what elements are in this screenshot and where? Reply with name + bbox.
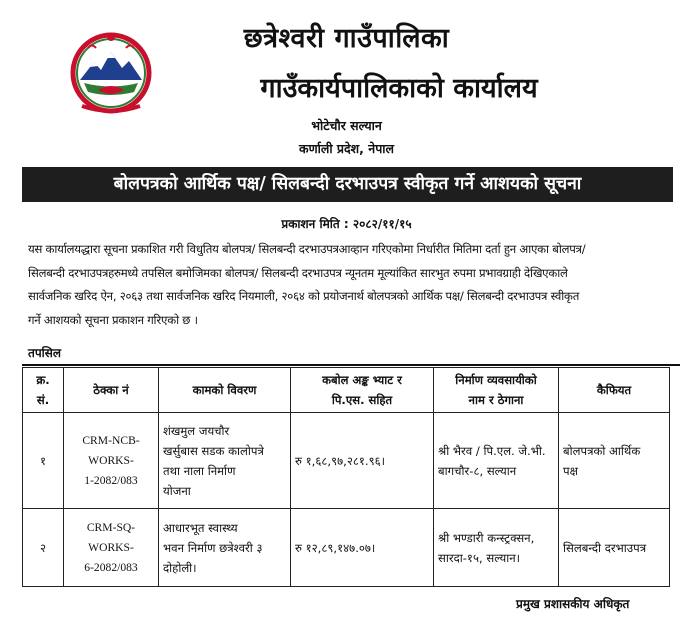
notice-body-line: सिलबन्दी दरभाउपत्रहरुमध्ये तपसिल बमोजिमका बोलपत्र/ सिलबन्दी दरभाउपत्र न्यूनतम मूल्यांकित सारभुत रुपमा प्रभावग्राही देखिएकाले bbox=[28, 265, 568, 280]
cell-contract-no: CRM-SQ- WORKS- 6-2082/083 bbox=[64, 509, 159, 587]
header-remarks: कैफियत bbox=[559, 368, 670, 413]
notice-body-line: यस कार्यालयद्धारा सूचना प्रकाशित गरी विधुतिय बोलपत्र/ सिलबन्दी दरभाउपत्रआव्हान गरिएकोमा निर्धारीत मितिमा दर्ता हुन आएका बोलपत्र/ bbox=[28, 242, 586, 256]
publish-date: प्रकाशन मिति : २०८२/११/१५ bbox=[281, 217, 412, 231]
address-line-1: भोटेचौर सल्यान bbox=[311, 118, 382, 133]
cell-serial: १ bbox=[23, 413, 64, 509]
tender-table bbox=[22, 367, 670, 587]
schedule-divider bbox=[22, 364, 680, 366]
notice-title-banner: बोलपत्रको आर्थिक पक्ष/ सिलबन्दी दरभाउपत्र स्वीकृत गर्ने आशयको सूचना bbox=[22, 167, 673, 202]
header-contract-no: ठेक्का नं bbox=[64, 368, 159, 413]
notice-body-line: सार्वजनिक खरिद ऐन, २०६३ तथा सार्वजनिक खरिद नियमाली, २०६४ को प्रयोजनार्थ बोलपत्रको आर्थिक पक्ष/ सिलबन्दी दरभाउपत्र स्वीकृत bbox=[28, 289, 580, 303]
cell-remarks: सिलबन्दी दरभाउपत्र bbox=[559, 509, 670, 587]
cell-remarks: बोलपत्रको आर्थिक पक्ष bbox=[559, 413, 670, 509]
header-bid-amount: कबोल अङ्क भ्याट र पि.एस. सहित bbox=[291, 368, 434, 413]
address-line-2: कर्णाली प्रदेश, नेपाल bbox=[298, 141, 395, 156]
table-row bbox=[23, 509, 670, 587]
office-name: गाउँकार्यपालिकाको कार्यालय bbox=[260, 73, 538, 104]
cell-work-description: शंखमुल जयचौर खर्सुबास सडक कालोपत्रे तथा नाला निर्माण योजना bbox=[159, 413, 291, 509]
schedule-label: तपसिल bbox=[28, 346, 62, 360]
organization-name: छत्रेश्वरी गाउँपालिका bbox=[243, 23, 450, 54]
signatory-title: प्रमुख प्रशासकीय अधिकृत bbox=[516, 597, 630, 611]
header-work-description: कामको विवरण bbox=[159, 368, 291, 413]
notice-body bbox=[28, 238, 678, 332]
header-contractor: निर्माण व्यवसायीको नाम र ठेगाना bbox=[434, 368, 559, 413]
cell-contractor: श्री भैरव / पि.एल. जे.भी. बागचौर-८, सल्यान bbox=[434, 413, 559, 509]
table-header-row bbox=[23, 368, 670, 413]
cell-serial: २ bbox=[23, 509, 64, 587]
cell-bid-amount: रु १२,८९,१४७.०७। bbox=[291, 509, 434, 587]
cell-work-description: आधारभूत स्वास्थ्य भवन निर्माण छत्रेश्वरी ३ दोहोली। bbox=[159, 509, 291, 587]
notice-body-line: गर्ने आशयको सूचना प्रकाशन गरिएको छ । bbox=[28, 312, 198, 327]
cell-contract-no: CRM-NCB- WORKS- 1-2082/083 bbox=[64, 413, 159, 509]
header-serial: क्र. सं. bbox=[23, 368, 64, 413]
cell-bid-amount: रु १,६८,९७,२८१.९६। bbox=[291, 413, 434, 509]
table-row bbox=[23, 413, 670, 509]
cell-contractor: श्री भण्डारी कन्स्ट्रक्सन, सारदा-१५, सल्यान। bbox=[434, 509, 559, 587]
